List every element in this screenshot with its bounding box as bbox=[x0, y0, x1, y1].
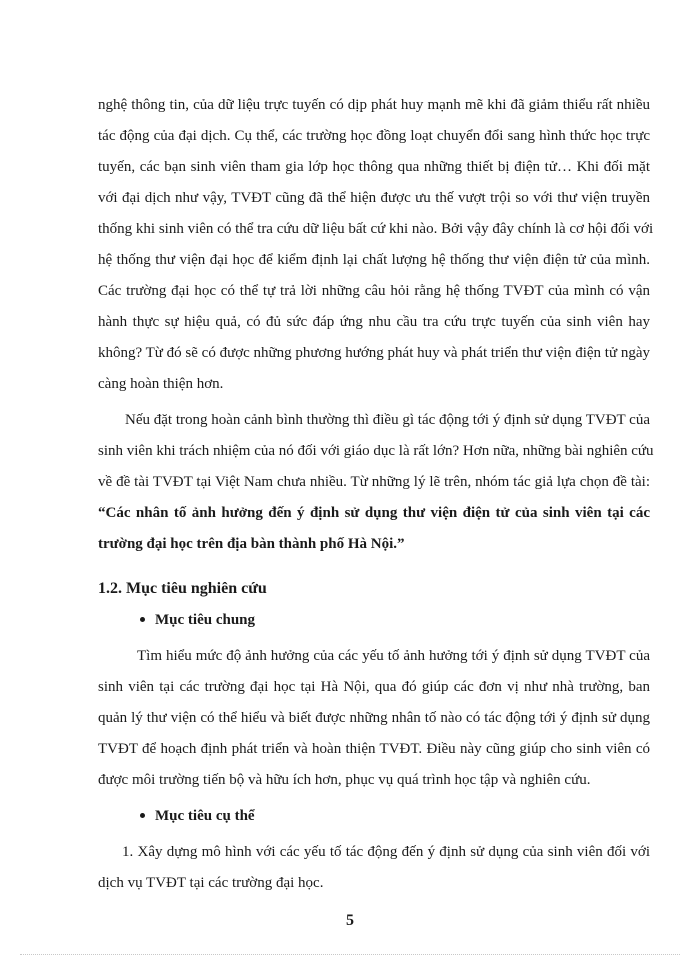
text-line: Các trường đại học có thể tự trả lời những câu hỏi rằng hệ thống TVĐT của mình có vận bbox=[98, 283, 650, 299]
text-line: nghệ thông tin, của dữ liệu trực tuyến có dịp phát huy mạnh mẽ khi đã giảm thiểu rất nhiều bbox=[98, 97, 650, 113]
section-heading: 1.2. Mục tiêu nghiên cứu bbox=[98, 580, 267, 597]
text-line: Nếu đặt trong hoàn cảnh bình thường thì điều gì tác động tới ý định sử dụng TVĐT của bbox=[125, 412, 650, 428]
bullet-icon bbox=[140, 617, 145, 622]
bullet-label: Mục tiêu cụ thể bbox=[155, 808, 255, 824]
text-line: càng hoàn thiện hơn. bbox=[98, 376, 224, 392]
text-line: thống khi sinh viên có thể tra cứu dữ liệu bất cứ khi nào. Bởi vậy đây chính là cơ hội đối với bbox=[98, 221, 654, 237]
text-line: sinh viên tại các trường đại học tại Hà Nội, qua đó giúp các đơn vị như nhà trường, ban bbox=[98, 679, 650, 695]
bullet-label: Mục tiêu chung bbox=[155, 612, 256, 628]
text-line: về đề tài TVĐT tại Việt Nam chưa nhiều. Từ những lý lẽ trên, nhóm tác giả lựa chọn đề tài: bbox=[98, 474, 650, 490]
text-line: tuyến, các bạn sinh viên tham gia lớp học thông qua những thiết bị điện tử… Khi đối mặt bbox=[98, 159, 650, 175]
bullet-general-objective bbox=[140, 610, 255, 630]
page-bottom-divider bbox=[20, 954, 680, 955]
topic-title-line: trường đại học trên địa bàn thành phố Hà Nội.” bbox=[98, 536, 405, 552]
bullet-specific-objective bbox=[140, 806, 255, 826]
bullet-icon bbox=[140, 813, 145, 818]
text-line: với đại dịch như vậy, TVĐT cũng đã thể hiện được ưu thế vượt trội so với thư viện truyền bbox=[98, 190, 650, 206]
text-line: Tìm hiểu mức độ ảnh hưởng của các yếu tố ảnh hưởng tới ý định sử dụng TVĐT của bbox=[137, 648, 650, 664]
text-line: không? Từ đó sẽ có được những phương hướng phát huy và phát triển thư viện điện tử ngày bbox=[98, 345, 651, 361]
text-line: hệ thống thư viện đại học để kiểm định lại chất lượng hệ thống thư viện điện tử của mình. bbox=[98, 252, 650, 268]
page-number: 5 bbox=[346, 912, 354, 929]
text-line: 1. Xây dựng mô hình với các yếu tố tác động đến ý định sử dụng của sinh viên đối với bbox=[122, 844, 650, 860]
text-line: hành thực sự hiệu quả, có đủ sức đáp ứng nhu cầu tra cứu trực tuyến của sinh viên hay bbox=[98, 314, 650, 330]
text-line: TVĐT để hoạch định phát triển và hoàn thiện TVĐT. Điều này cũng giúp cho sinh viên có bbox=[98, 741, 650, 757]
text-line: sinh viên khi trách nhiệm của nó đối với giáo dục là rất lớn? Hơn nữa, những bài nghiên cứu bbox=[98, 443, 654, 459]
topic-title-line: “Các nhân tố ảnh hưởng đến ý định sử dụng thư viện điện tử của sinh viên tại các bbox=[98, 505, 650, 521]
text-line: tác động của đại dịch. Cụ thể, các trường học đồng loạt chuyển đổi sang hình thức học trực bbox=[98, 128, 650, 144]
text-line: quản lý thư viện có thể hiểu và biết được những nhân tố nào có tác động tới ý định sử dụng bbox=[98, 710, 650, 726]
text-line: được môi trường tiến bộ và hữu ích hơn, phục vụ quá trình học tập và nghiên cứu. bbox=[98, 772, 591, 788]
text-line: dịch vụ TVĐT tại các trường đại học. bbox=[98, 875, 324, 891]
